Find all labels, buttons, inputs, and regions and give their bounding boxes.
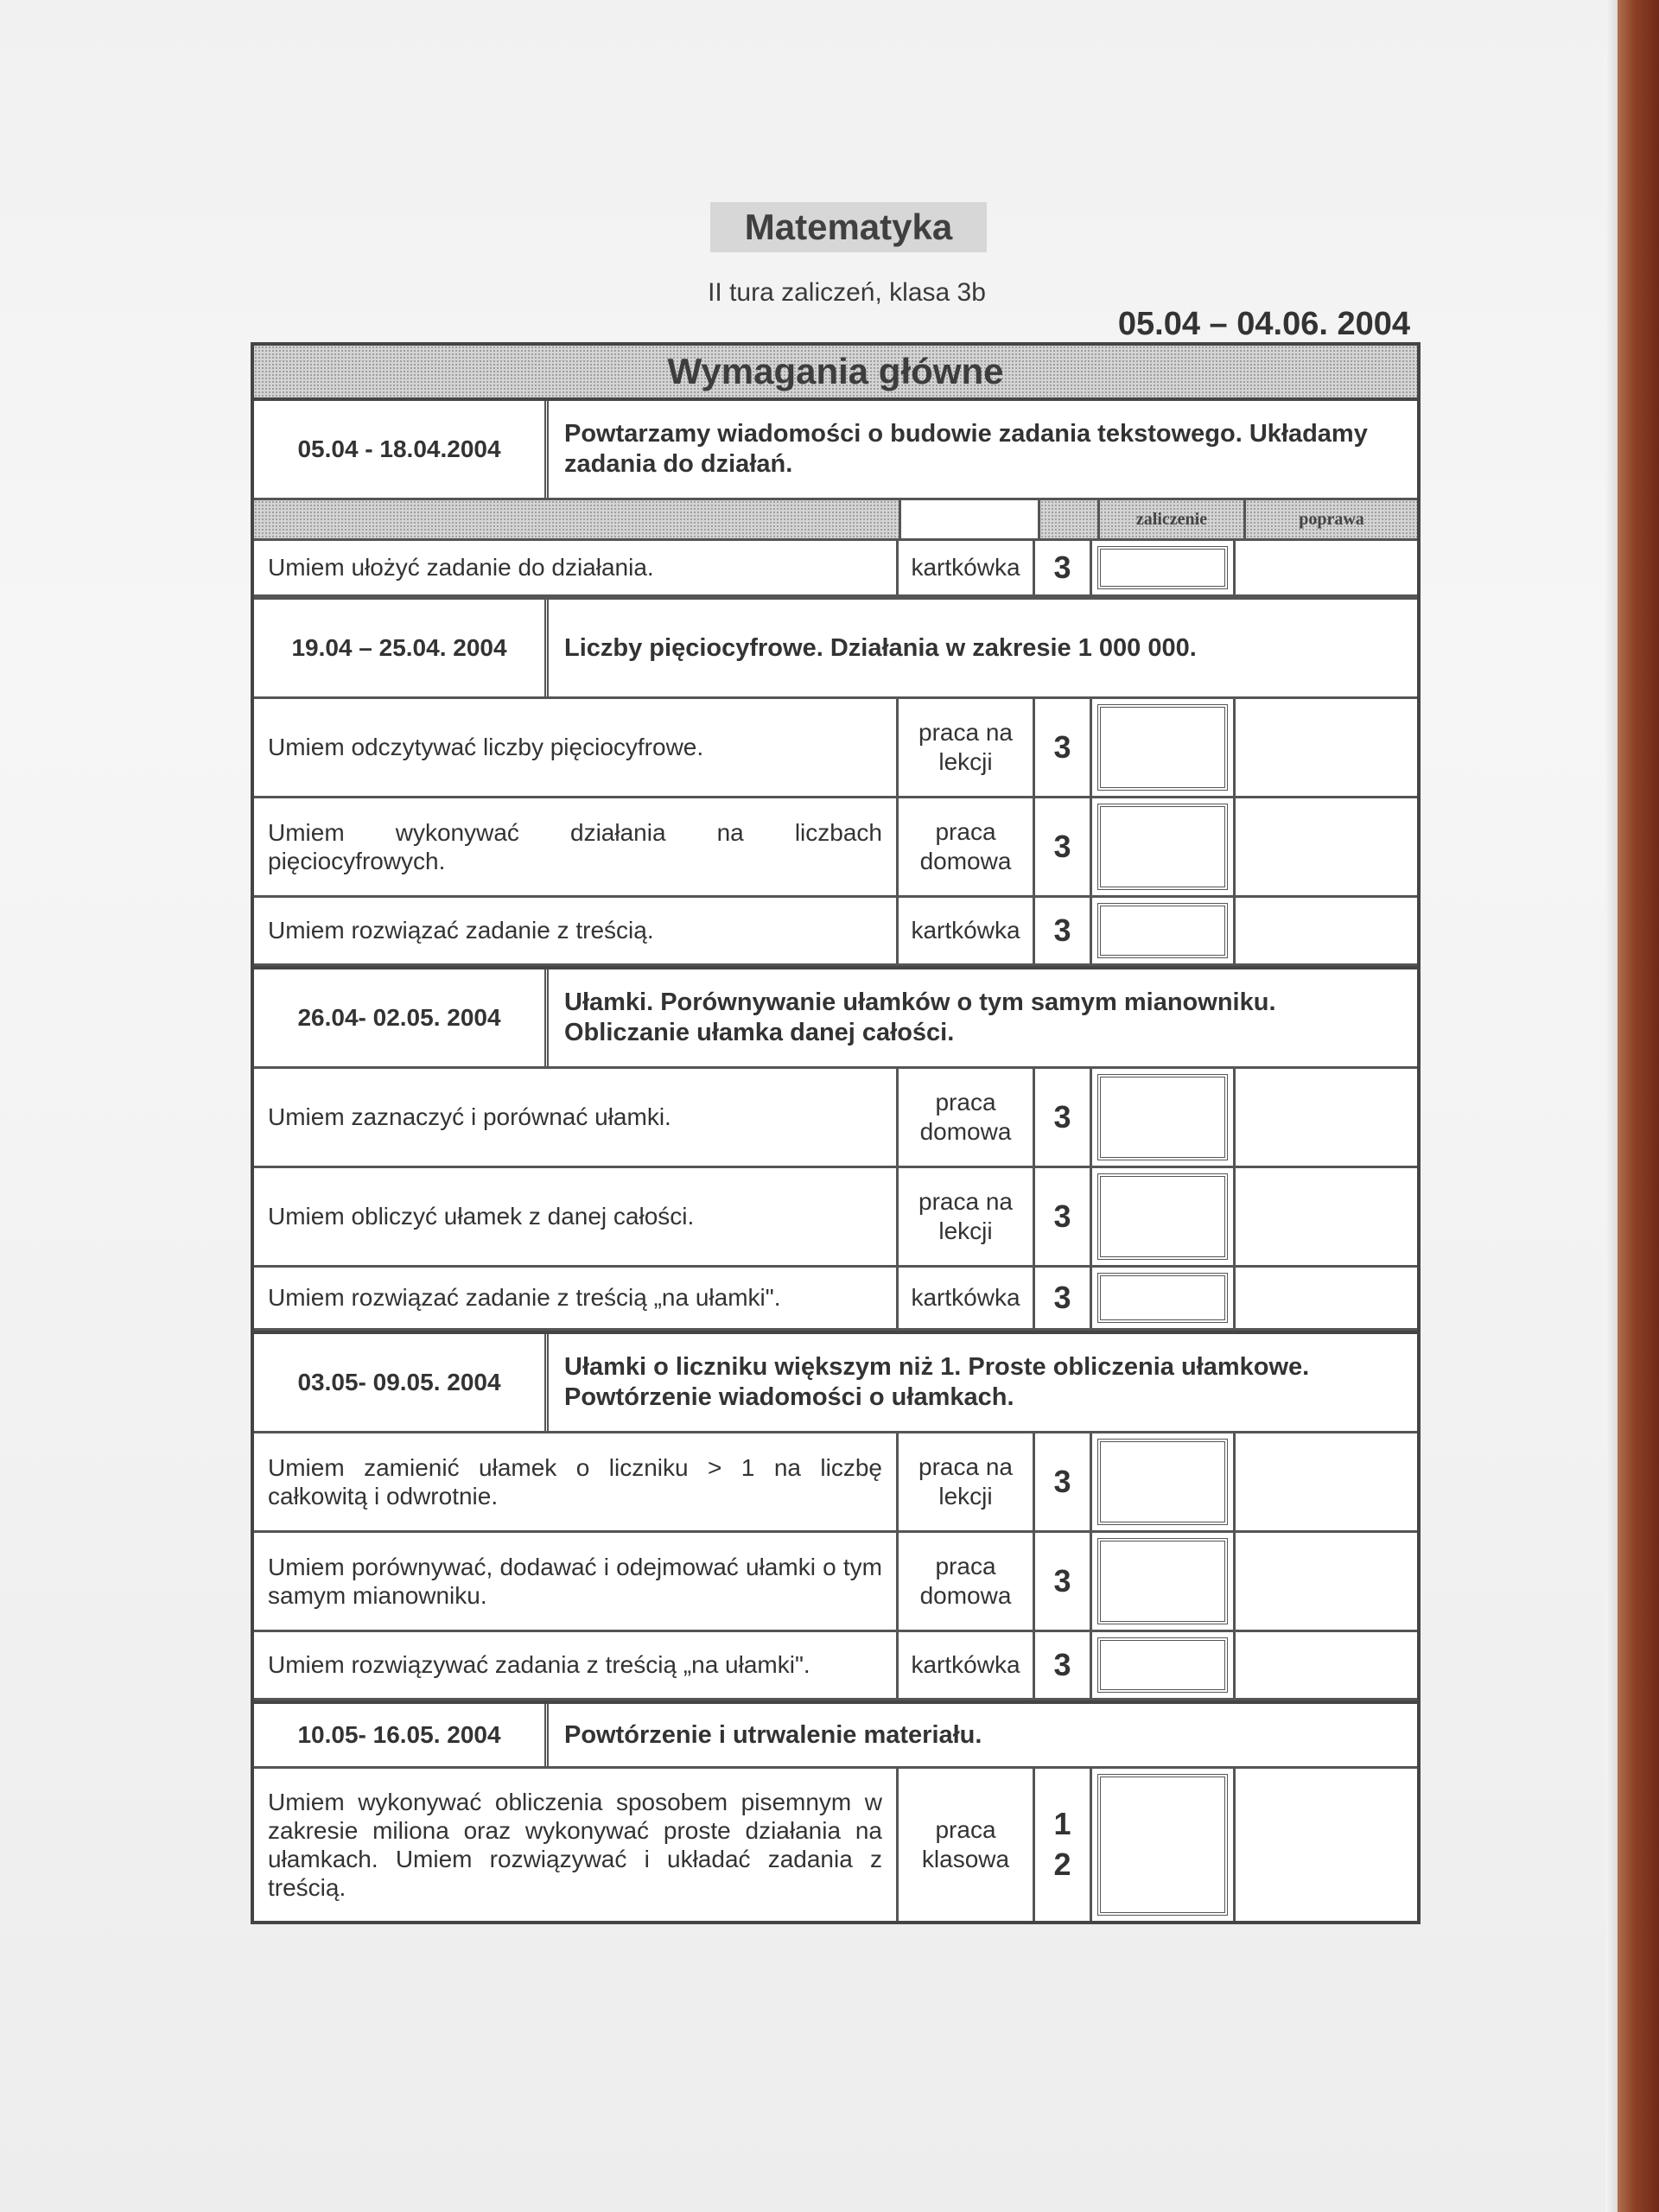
poprawa-cell [1236, 1268, 1417, 1328]
method: praca domowa [899, 1533, 1035, 1630]
poprawa-cell [1236, 1533, 1417, 1630]
poprawa-cell [1236, 1433, 1417, 1530]
poprawa-cell [1236, 1069, 1417, 1166]
skill: Umiem obliczyć ułamek z danej całości. [254, 1168, 899, 1265]
method: praca domowa [899, 1069, 1035, 1166]
zaliczenie-cell [1092, 1533, 1236, 1630]
skill: Umiem wykonywać obliczenia sposobem pisemnym w zakresie miliona oraz wykonywać proste działania na ułamkach. Umiem rozwiązywać i układać zadania z treścią. [254, 1769, 899, 1921]
zaliczenie-box [1097, 1173, 1228, 1260]
topic-header [254, 966, 1417, 1069]
grade: 3 [1035, 798, 1092, 895]
zaliczenie-cell [1092, 898, 1236, 963]
topic-title: Ułamki o liczniku większym niż 1. Proste obliczenia ułamkowe. Powtórzenie wiadomości o ułamkach. [564, 1353, 1310, 1411]
skill: Umiem rozwiązać zadanie z treścią. [254, 898, 899, 963]
table-row [254, 699, 1417, 798]
topic-header [254, 401, 1417, 500]
skill: Umiem ułożyć zadanie do działania. [254, 541, 899, 594]
topic-date: 19.04 – 25.04. 2004 [254, 600, 549, 696]
table-row [254, 1433, 1417, 1533]
grade: 3 [1035, 1632, 1092, 1698]
poprawa-cell [1236, 541, 1417, 594]
skill: Umiem odczytywać liczby pięciocyfrowe. [254, 699, 899, 796]
table-row [254, 898, 1417, 966]
period: 05.04 – 04.06. 2004 [1117, 306, 1410, 342]
columns-header [254, 500, 1417, 541]
grade: 3 [1035, 1069, 1092, 1166]
method: praca na lekcji [899, 1168, 1035, 1265]
grade: 3 [1035, 699, 1092, 796]
column-zaliczenie: zaliczenie [1100, 500, 1246, 538]
topic-date: 26.04- 02.05. 2004 [254, 969, 549, 1066]
method: praca na lekcji [899, 1433, 1035, 1530]
grade: 3 [1035, 541, 1092, 594]
zaliczenie-box [1097, 1538, 1228, 1624]
method: kartkówka [899, 898, 1035, 963]
topic-date: 05.04 - 18.04.2004 [254, 401, 549, 498]
zaliczenie-box [1097, 1074, 1228, 1160]
zaliczenie-cell [1092, 1168, 1236, 1265]
zaliczenie-box [1097, 1637, 1228, 1693]
grade: 3 [1035, 898, 1092, 963]
subtitle: II tura zaliczeń, klasa 3b [708, 278, 986, 307]
topic-title: Powtarzamy wiadomości o budowie zadania tekstowego. Układamy zadania do działań. [564, 420, 1368, 478]
method: kartkówka [899, 541, 1035, 594]
table-row [254, 1168, 1417, 1268]
header-blank [901, 500, 1040, 538]
topic-title: Liczby pięciocyfrowe. Działania w zakresie 1 000 000. [564, 633, 1197, 662]
topic-date: 10.05- 16.05. 2004 [254, 1704, 549, 1766]
zaliczenie-box [1097, 804, 1228, 890]
zaliczenie-cell [1092, 541, 1236, 594]
table-row [254, 1268, 1417, 1331]
skill: Umiem zaznaczyć i porównać ułamki. [254, 1069, 899, 1166]
poprawa-cell [1236, 798, 1417, 895]
wood-surface [1618, 0, 1659, 2212]
grade: 3 [1035, 1533, 1092, 1630]
zaliczenie-box [1097, 1273, 1228, 1323]
zaliczenie-cell [1092, 1069, 1236, 1166]
topic-title: Powtórzenie i utrwalenie materiału. [564, 1720, 982, 1749]
poprawa-cell [1236, 1769, 1417, 1921]
method: praca domowa [899, 798, 1035, 895]
method: praca klasowa [899, 1769, 1035, 1921]
method: kartkówka [899, 1632, 1035, 1698]
zaliczenie-cell [1092, 798, 1236, 895]
zaliczenie-cell [1092, 1769, 1236, 1921]
header-shade [1040, 500, 1100, 538]
poprawa-cell [1236, 1168, 1417, 1265]
method: kartkówka [899, 1268, 1035, 1328]
topic-header [254, 1700, 1417, 1769]
grade: 3 [1035, 1268, 1092, 1328]
table-row [254, 798, 1417, 898]
skill: Umiem rozwiązać zadanie z treścią „na ułamki". [254, 1268, 899, 1328]
zaliczenie-cell [1092, 1433, 1236, 1530]
topic-title: Ułamki. Porównywanie ułamków o tym samym mianowniku. Obliczanie ułamka danej całości. [564, 988, 1276, 1046]
skill: Umiem porównywać, dodawać i odejmować ułamki o tym samym mianowniku. [254, 1533, 899, 1630]
poprawa-cell [1236, 1632, 1417, 1698]
main-header: Wymagania główne [254, 346, 1417, 401]
zaliczenie-box [1097, 903, 1228, 958]
column-poprawa: poprawa [1246, 500, 1417, 538]
table-row [254, 1069, 1417, 1168]
topic-header [254, 597, 1417, 699]
skill: Umiem rozwiązywać zadania z treścią „na ułamki". [254, 1632, 899, 1698]
poprawa-cell [1236, 699, 1417, 796]
requirements-table [251, 342, 1421, 1924]
skill: Umiem wykonywać działania na liczbach pięciocyfrowych. [254, 798, 899, 895]
zaliczenie-box [1097, 546, 1228, 589]
zaliczenie-cell [1092, 1268, 1236, 1328]
poprawa-cell [1236, 898, 1417, 963]
table-row [254, 541, 1417, 597]
page-edge [1605, 0, 1618, 2212]
table-row [254, 1769, 1417, 1921]
zaliczenie-cell [1092, 1632, 1236, 1698]
method: praca na lekcji [899, 699, 1035, 796]
skill: Umiem zamienić ułamek o liczniku > 1 na liczbę całkowitą i odwrotnie. [254, 1433, 899, 1530]
subject-title: Matematyka [710, 202, 987, 252]
table-row [254, 1632, 1417, 1700]
topic-date: 03.05- 09.05. 2004 [254, 1334, 549, 1431]
table-row [254, 1533, 1417, 1632]
grade: 3 [1035, 1168, 1092, 1265]
zaliczenie-box [1097, 1439, 1228, 1525]
zaliczenie-box [1097, 704, 1228, 791]
grade: 1 2 [1035, 1769, 1092, 1921]
zaliczenie-cell [1092, 699, 1236, 796]
header-shade [254, 500, 901, 538]
grade: 3 [1035, 1433, 1092, 1530]
topic-header [254, 1331, 1417, 1433]
zaliczenie-box [1097, 1774, 1228, 1916]
